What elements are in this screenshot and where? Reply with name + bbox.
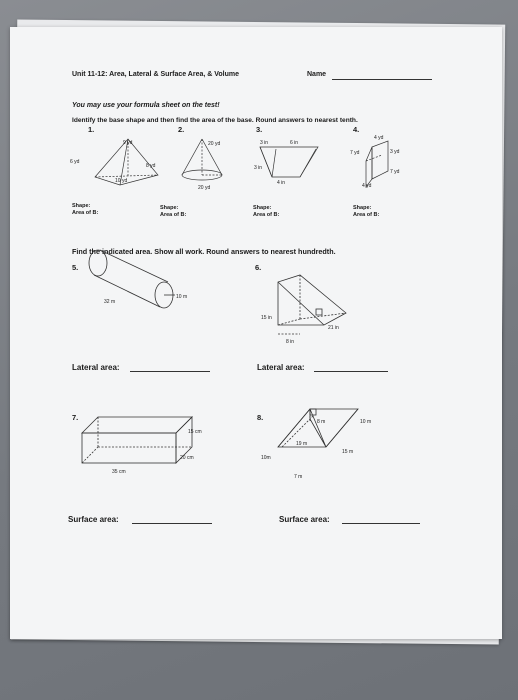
- name-label: Name: [307, 71, 327, 78]
- p3-area-label: Area of B:: [253, 212, 280, 218]
- p2-bottom-dim: 20 yd: [198, 185, 211, 191]
- rectangular-prism-figure: [82, 417, 192, 463]
- q6-number: 6.: [255, 263, 262, 272]
- q5-length-dim: 32 m: [104, 299, 116, 305]
- q5-diameter-dim: 10 m: [176, 294, 188, 300]
- p1-slant-dim: 8 yd: [146, 163, 156, 169]
- p3-a-dim: 3 in: [260, 140, 269, 146]
- q8-number: 8.: [257, 413, 264, 422]
- part1-instructions: Identify the base shape and then find the area of the base. Round answers to nearest tenth.: [72, 117, 358, 124]
- q8-top-dim: 8 m: [317, 419, 326, 425]
- trapezoid-prism-8-figure: [278, 409, 358, 447]
- q5-lateral-area-label: Lateral area:: [72, 363, 120, 372]
- p2-shape-label: Shape:: [160, 205, 179, 211]
- p4-area-label: Area of B:: [353, 212, 380, 218]
- problem-1-number: 1.: [88, 125, 95, 134]
- q8-answer-line[interactable]: [342, 523, 420, 524]
- q8-bottom-dim: 7 m: [294, 474, 303, 480]
- p4-a-dim: 4 yd: [374, 135, 384, 141]
- p1-shape-label: Shape:: [72, 203, 91, 209]
- p3-d-dim: 4 in: [277, 180, 286, 186]
- worksheet-title: Unit 11-12: Area, Lateral & Surface Area, & Volume: [72, 71, 240, 78]
- q6-lateral-area-label: Lateral area:: [257, 363, 305, 372]
- q7-surface-area-label: Surface area:: [68, 515, 119, 524]
- q6-answer-line[interactable]: [314, 371, 388, 372]
- q7-length-dim: 35 cm: [112, 469, 126, 475]
- p1-top-dim: 9 yd: [123, 140, 133, 146]
- formula-note: You may use your formula sheet on the test!: [72, 102, 220, 109]
- q8-left-dim: 10m: [261, 455, 271, 461]
- q6-length-dim: 21 in: [328, 325, 339, 331]
- p3-c-dim: 3 in: [254, 165, 263, 171]
- p4-e-dim: 4 yd: [362, 183, 372, 189]
- problem-4-number: 4.: [353, 125, 360, 134]
- q8-surface-area-label: Surface area:: [279, 515, 330, 524]
- problem-3-number: 3.: [256, 125, 263, 134]
- q5-answer-line[interactable]: [130, 371, 210, 372]
- p4-d-dim: 7 yd: [390, 169, 400, 175]
- part2-figures: [10, 27, 502, 639]
- p4-shape-label: Shape:: [353, 205, 372, 211]
- p3-b-dim: 6 in: [290, 140, 299, 146]
- q7-number: 7.: [72, 413, 79, 422]
- q5-number: 5.: [72, 263, 79, 272]
- p4-c-dim: 3 yd: [390, 149, 400, 155]
- q6-base-dim: 8 in: [286, 339, 295, 345]
- q8-mid-dim: 19 m: [296, 441, 308, 447]
- p2-area-label: Area of B:: [160, 212, 187, 218]
- p1-area-label: Area of B:: [72, 210, 99, 216]
- p2-top-dim: 20 yd: [208, 141, 221, 147]
- problem-2-number: 2.: [178, 125, 185, 134]
- q8-side-dim: 10 m: [360, 419, 372, 425]
- p4-b-dim: 7 yd: [350, 150, 360, 156]
- q8-right-dim: 15 m: [342, 449, 354, 455]
- cylinder-figure: [89, 250, 175, 308]
- p1-base-dim: 10 yd: [115, 178, 128, 184]
- q7-answer-line[interactable]: [132, 523, 212, 524]
- p3-shape-label: Shape:: [253, 205, 272, 211]
- q6-height-dim: 15 in: [261, 315, 272, 321]
- q7-width-dim: 20 cm: [180, 455, 194, 461]
- p1-left-dim: 6 yd: [70, 159, 80, 165]
- part2-instructions: Find the indicated area. Show all work. Round answers to nearest hundredth.: [72, 247, 336, 256]
- worksheet: [10, 27, 502, 639]
- q7-height-dim: 15 cm: [188, 429, 202, 435]
